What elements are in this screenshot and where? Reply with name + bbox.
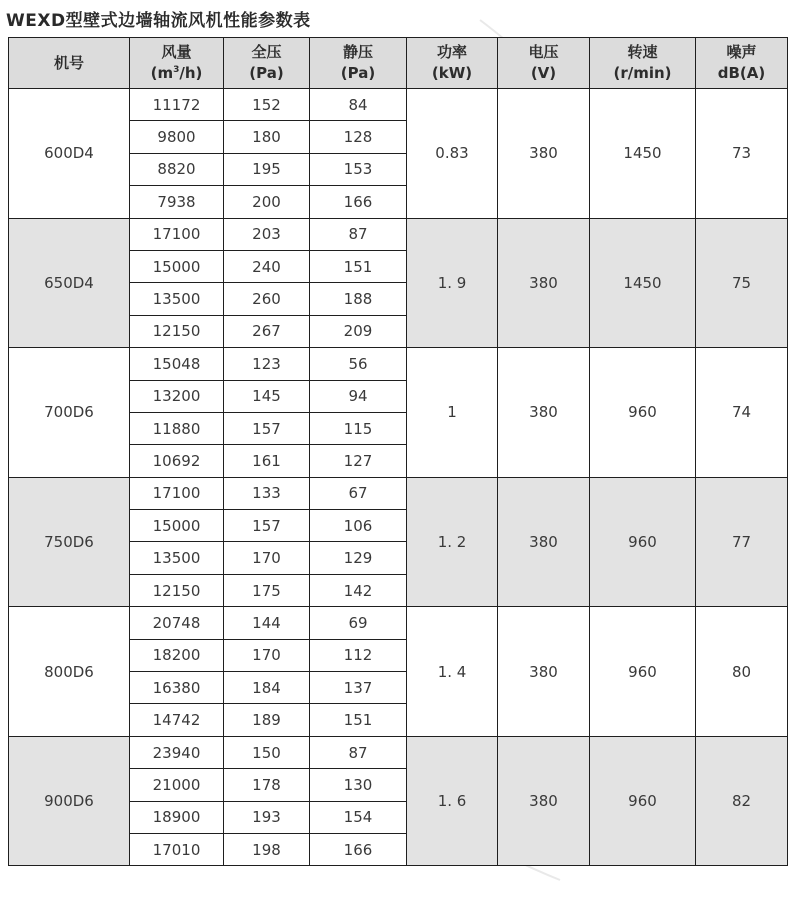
voltage-cell: 380 (498, 477, 590, 607)
full-pressure-cell: 145 (224, 380, 310, 412)
full-pressure-cell: 152 (224, 89, 310, 121)
static-pressure-cell: 188 (310, 283, 407, 315)
table-row (9, 89, 788, 121)
power-cell: 1. 6 (407, 736, 498, 866)
flow-cell: 9800 (130, 121, 224, 153)
static-pressure-cell: 154 (310, 801, 407, 833)
full-pressure-cell: 150 (224, 736, 310, 768)
static-pressure-cell: 130 (310, 769, 407, 801)
power-cell: 1. 2 (407, 477, 498, 607)
flow-cell: 13200 (130, 380, 224, 412)
full-pressure-cell: 193 (224, 801, 310, 833)
static-pressure-cell: 142 (310, 574, 407, 606)
noise-cell: 75 (696, 218, 788, 348)
flow-cell: 12150 (130, 315, 224, 347)
model-cell: 750D6 (9, 477, 130, 607)
flow-cell: 14742 (130, 704, 224, 736)
full-pressure-cell: 203 (224, 218, 310, 250)
model-cell: 800D6 (9, 607, 130, 737)
performance-table (8, 37, 788, 866)
speed-cell: 960 (590, 607, 696, 737)
flow-cell: 15000 (130, 510, 224, 542)
full-pressure-cell: 180 (224, 121, 310, 153)
static-pressure-cell: 127 (310, 445, 407, 477)
speed-cell: 960 (590, 477, 696, 607)
flow-cell: 17100 (130, 477, 224, 509)
power-cell: 1. 9 (407, 218, 498, 348)
full-pressure-cell: 267 (224, 315, 310, 347)
full-pressure-cell: 170 (224, 542, 310, 574)
flow-cell: 18200 (130, 639, 224, 671)
table-body (9, 89, 788, 866)
static-pressure-cell: 115 (310, 412, 407, 444)
static-pressure-cell: 151 (310, 704, 407, 736)
full-pressure-cell: 178 (224, 769, 310, 801)
voltage-cell: 380 (498, 348, 590, 478)
static-pressure-cell: 129 (310, 542, 407, 574)
header-power: 功率 (kW) (407, 38, 498, 89)
flow-cell: 20748 (130, 607, 224, 639)
static-pressure-cell: 84 (310, 89, 407, 121)
header-speed: 转速 (r/min) (590, 38, 696, 89)
flow-cell: 21000 (130, 769, 224, 801)
flow-cell: 17100 (130, 218, 224, 250)
full-pressure-cell: 161 (224, 445, 310, 477)
header-model: 机号 (9, 38, 130, 89)
noise-cell: 80 (696, 607, 788, 737)
full-pressure-cell: 123 (224, 348, 310, 380)
header-row (9, 38, 788, 89)
flow-cell: 10692 (130, 445, 224, 477)
flow-cell: 13500 (130, 542, 224, 574)
model-cell: 600D4 (9, 89, 130, 219)
full-pressure-cell: 175 (224, 574, 310, 606)
static-pressure-cell: 128 (310, 121, 407, 153)
noise-cell: 82 (696, 736, 788, 866)
speed-cell: 960 (590, 736, 696, 866)
noise-cell: 74 (696, 348, 788, 478)
full-pressure-cell: 144 (224, 607, 310, 639)
static-pressure-cell: 87 (310, 218, 407, 250)
static-pressure-cell: 137 (310, 672, 407, 704)
static-pressure-cell: 69 (310, 607, 407, 639)
speed-cell: 1450 (590, 218, 696, 348)
flow-cell: 15000 (130, 250, 224, 282)
power-cell: 1. 4 (407, 607, 498, 737)
static-pressure-cell: 106 (310, 510, 407, 542)
noise-cell: 77 (696, 477, 788, 607)
flow-cell: 23940 (130, 736, 224, 768)
flow-cell: 15048 (130, 348, 224, 380)
static-pressure-cell: 67 (310, 477, 407, 509)
voltage-cell: 380 (498, 736, 590, 866)
flow-cell: 13500 (130, 283, 224, 315)
model-cell: 700D6 (9, 348, 130, 478)
full-pressure-cell: 189 (224, 704, 310, 736)
static-pressure-cell: 94 (310, 380, 407, 412)
power-cell: 0.83 (407, 89, 498, 219)
full-pressure-cell: 157 (224, 510, 310, 542)
table-row (9, 607, 788, 639)
full-pressure-cell: 195 (224, 153, 310, 185)
full-pressure-cell: 133 (224, 477, 310, 509)
static-pressure-cell: 209 (310, 315, 407, 347)
power-cell: 1 (407, 348, 498, 478)
static-pressure-cell: 112 (310, 639, 407, 671)
full-pressure-cell: 200 (224, 186, 310, 218)
static-pressure-cell: 87 (310, 736, 407, 768)
model-cell: 900D6 (9, 736, 130, 866)
flow-cell: 7938 (130, 186, 224, 218)
table-row (9, 218, 788, 250)
header-voltage: 电压 (V) (498, 38, 590, 89)
header-flow: 风量 $(m^3/h)$ (130, 38, 224, 89)
full-pressure-cell: 260 (224, 283, 310, 315)
voltage-cell: 380 (498, 607, 590, 737)
speed-cell: 960 (590, 348, 696, 478)
flow-cell: 16380 (130, 672, 224, 704)
flow-cell: 17010 (130, 833, 224, 865)
header-noise: 噪声 dB(A) (696, 38, 788, 89)
noise-cell: 73 (696, 89, 788, 219)
full-pressure-cell: 240 (224, 250, 310, 282)
flow-cell: 11880 (130, 412, 224, 444)
full-pressure-cell: 170 (224, 639, 310, 671)
model-cell: 650D4 (9, 218, 130, 348)
table-row (9, 736, 788, 768)
full-pressure-cell: 198 (224, 833, 310, 865)
flow-cell: 11172 (130, 89, 224, 121)
voltage-cell: 380 (498, 218, 590, 348)
flow-cell: 8820 (130, 153, 224, 185)
full-pressure-cell: 184 (224, 672, 310, 704)
static-pressure-cell: 166 (310, 833, 407, 865)
speed-cell: 1450 (590, 89, 696, 219)
static-pressure-cell: 166 (310, 186, 407, 218)
header-static-pressure: 静压 (Pa) (310, 38, 407, 89)
table-title: WEXD型壁式边墙轴流风机性能参数表 (6, 11, 311, 31)
table-row (9, 348, 788, 380)
flow-cell: 18900 (130, 801, 224, 833)
flow-cell: 12150 (130, 574, 224, 606)
static-pressure-cell: 56 (310, 348, 407, 380)
header-full-pressure: 全压 (Pa) (224, 38, 310, 89)
voltage-cell: 380 (498, 89, 590, 219)
static-pressure-cell: 153 (310, 153, 407, 185)
static-pressure-cell: 151 (310, 250, 407, 282)
full-pressure-cell: 157 (224, 412, 310, 444)
table-row (9, 477, 788, 509)
